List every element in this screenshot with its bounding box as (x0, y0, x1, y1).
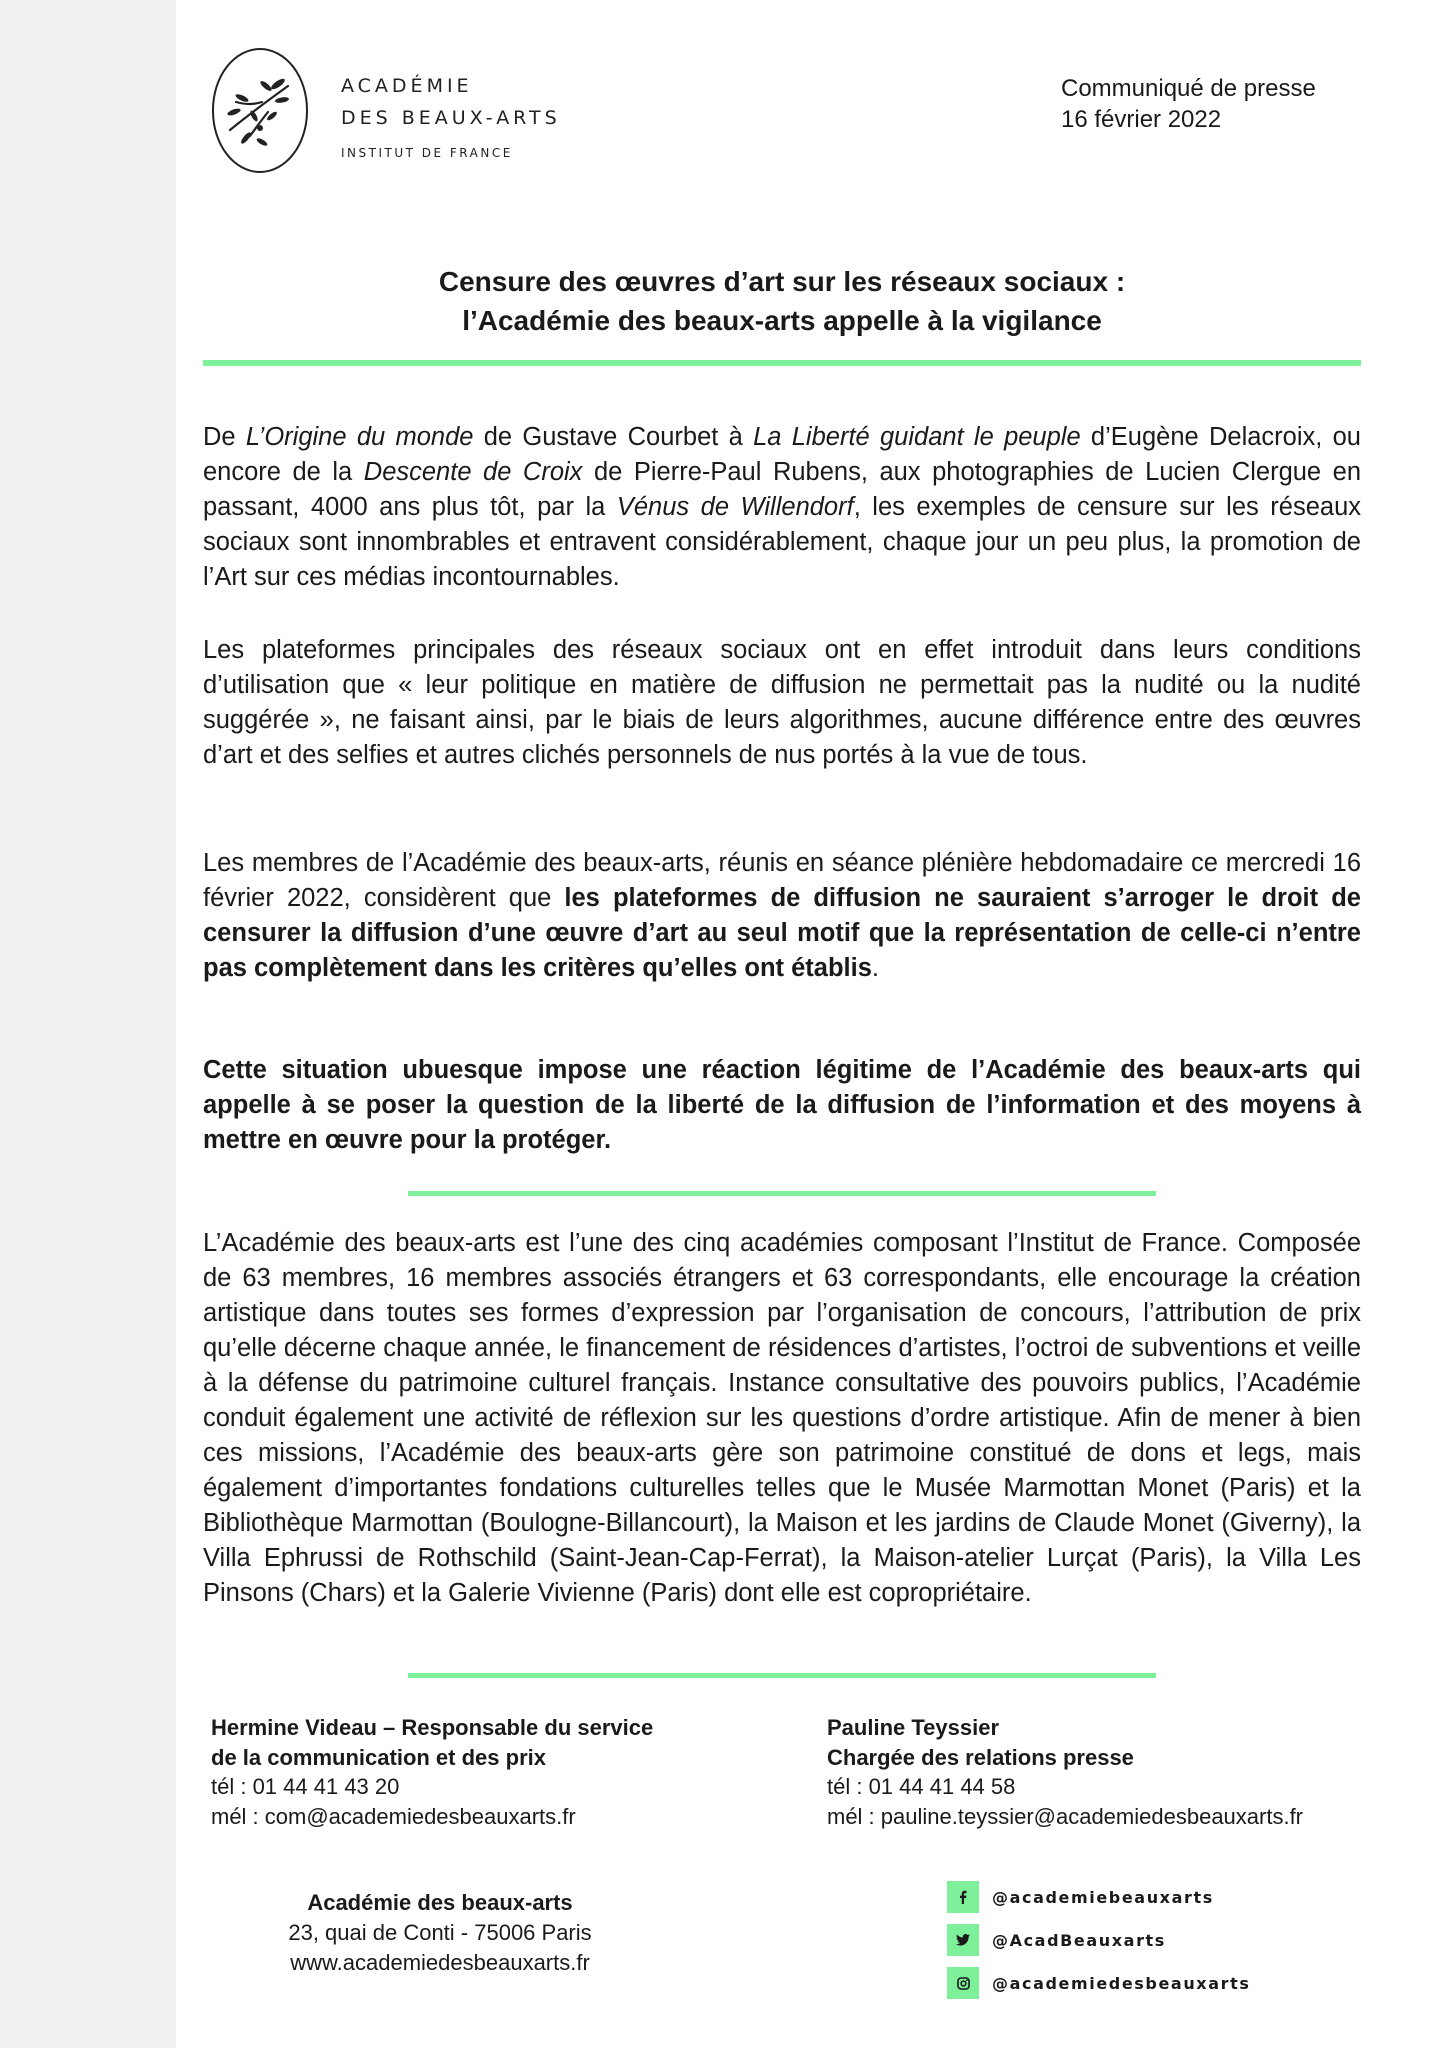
social-instagram[interactable] (947, 1966, 1251, 2000)
p3-text-1: Les membres de l’Académie des beaux-arts, réunis en séance plénière hebdomadaire ce mercredi 16 février 2022, considèrent que (203, 849, 1361, 912)
contact-1-name: Hermine Videau – Responsable du service (211, 1715, 654, 1740)
postal-address (245, 1888, 635, 1978)
paragraph-2-text: Les plateformes principales des réseaux sociaux ont en effet introduit dans leurs conditions d’utilisation que « leur politique en matière de diffusion ne permettait pas la nudité ou la nudité suggérée », ne faisant ainsi, par le biais de leurs algorithmes, aucune différence entre des œuvres d’art et des selfies et autres clichés personnels de nus portés à la vue de tous. (203, 636, 1361, 769)
headline-line-2: l’Académie des beaux-arts appelle à la vigilance (462, 305, 1102, 336)
headline-divider (203, 360, 1361, 366)
press-release-label: Communiqué de presse (1061, 75, 1316, 102)
press-release-meta (1061, 73, 1316, 135)
p3-bold-statement: les plateformes de diffusion ne sauraient s’arroger le droit de censurer la diffusion d’une œuvre d’art au seul motif que la représentation de celle-ci n’entre pas complètement dans les critères qu’elles ont établis (203, 884, 1361, 982)
press-release-date: 16 février 2022 (1061, 106, 1222, 133)
twitter-handle[interactable]: @AcadBeauxarts (992, 1930, 1166, 1950)
academy-logo (212, 48, 308, 173)
contact-2-email[interactable]: mél : pauline.teyssier@academiedesbeauxarts.fr (827, 1803, 1304, 1829)
about-paragraph (203, 1226, 1361, 1611)
olive-branch-icon (222, 72, 300, 152)
paragraph-1 (203, 420, 1361, 595)
paragraph-4 (203, 1053, 1361, 1158)
social-twitter[interactable] (947, 1923, 1251, 1957)
address-org: Académie des beaux-arts (307, 1890, 573, 1915)
left-margin-band (0, 0, 176, 2048)
headline-line-1: Censure des œuvres d’art sur les réseaux sociaux : (438, 266, 1126, 297)
paragraph-4-text: Cette situation ubuesque impose une réaction légitime de l’Académie des beaux-arts qui appelle à se poser la question de la liberté de la diffusion de l’information et des moyens à mettre en œuvre pour la protéger. (203, 1056, 1361, 1154)
paragraph-3 (203, 846, 1361, 986)
logo-line-beaux-arts: DES BEAUX-ARTS (341, 107, 561, 129)
p1-text-4: de Pierre-Paul Rubens, aux photographies de Lucien Clergue en passant, 4000 ans plus tôt, par la (203, 458, 1362, 521)
contact-1-email[interactable]: mél : com@academiedesbeauxarts.fr (211, 1803, 576, 1829)
facebook-handle[interactable]: @academiebeauxarts (992, 1887, 1214, 1907)
academy-wordmark (341, 70, 561, 160)
social-facebook[interactable] (947, 1880, 1251, 1914)
instagram-icon (947, 1967, 979, 1999)
website-link[interactable]: www.academiedesbeauxarts.fr (290, 1950, 590, 1975)
address-street: 23, quai de Conti - 75006 Paris (288, 1920, 592, 1945)
contact-2-phone: tél : 01 44 41 44 58 (827, 1774, 1016, 1799)
p1-title-descente: Descente de Croix (363, 458, 583, 486)
twitter-icon (947, 1924, 979, 1956)
contact-communication (211, 1713, 653, 1831)
p1-text-1: De (203, 423, 246, 451)
p1-title-liberte: La Liberté guidant le peuple (753, 423, 1081, 451)
section-divider-1 (408, 1191, 1156, 1196)
contact-2-name: Pauline Teyssier (827, 1715, 1000, 1740)
p1-text-2: de Gustave Courbet à (473, 423, 754, 451)
about-text: L’Académie des beaux-arts est l’une des cinq académies composant l’Institut de France. Composée de 63 membres, 16 membres associés étrangers et 63 correspondants, elle encourage la création artistique dans toutes ses formes d’expression par l’organisation de concours, l’attribution de prix qu’elle décerne chaque année, le financement de résidences d’artistes, l’octroi de subventions et veille à la défense du patrimoine culturel français. Instance consultative des pouvoirs publics, l’Académie conduit également une activité de réflexion sur les questions d’ordre artistique. Afin de mener à bien ces missions, l’Académie des beaux-arts gère son patrimoine constitué de dons et legs, mais également d’importantes fondations culturelles telles que le Musée Marmottan Monet (Paris) et la Bibliothèque Marmottan (Boulogne-Billancourt), la Maison et les jardins de Claude Monet (Giverny), la Villa Ephrussi de Rothschild (Saint-Jean-Cap-Ferrat), la Maison-atelier Lurçat (Paris), la Villa Les Pinsons (Chars) et la Galerie Vivienne (Paris) dont elle est copropriétaire. (203, 1229, 1361, 1607)
social-links (947, 1880, 1251, 2009)
contact-2-role: Chargée des relations presse (827, 1744, 1134, 1770)
headline (204, 262, 1360, 340)
p1-text-5: , les exemples de censure sur les réseaux sociaux sont innombrables et entravent considérablement, chaque jour un peu plus, la promotion de l’Art sur ces médias incontournables. (203, 493, 1362, 591)
p1-text-3: d’Eugène Delacroix, ou encore de la (203, 423, 1361, 486)
contact-1-role: de la communication et des prix (211, 1744, 546, 1770)
contact-1-phone: tél : 01 44 41 43 20 (211, 1774, 400, 1799)
section-divider-2 (408, 1673, 1156, 1678)
contact-press (827, 1713, 1303, 1831)
logo-line-institut: INSTITUT DE FRANCE (341, 146, 513, 160)
p1-title-venus: Vénus de Willendorf (616, 493, 854, 521)
logo-line-academie: ACADÉMIE (341, 75, 473, 97)
instagram-handle[interactable]: @academiedesbeauxarts (992, 1973, 1251, 1993)
paragraph-2 (203, 633, 1361, 773)
p1-title-origine: L’Origine du monde (245, 423, 474, 451)
facebook-icon (947, 1881, 979, 1913)
p3-text-2: . (871, 954, 879, 982)
